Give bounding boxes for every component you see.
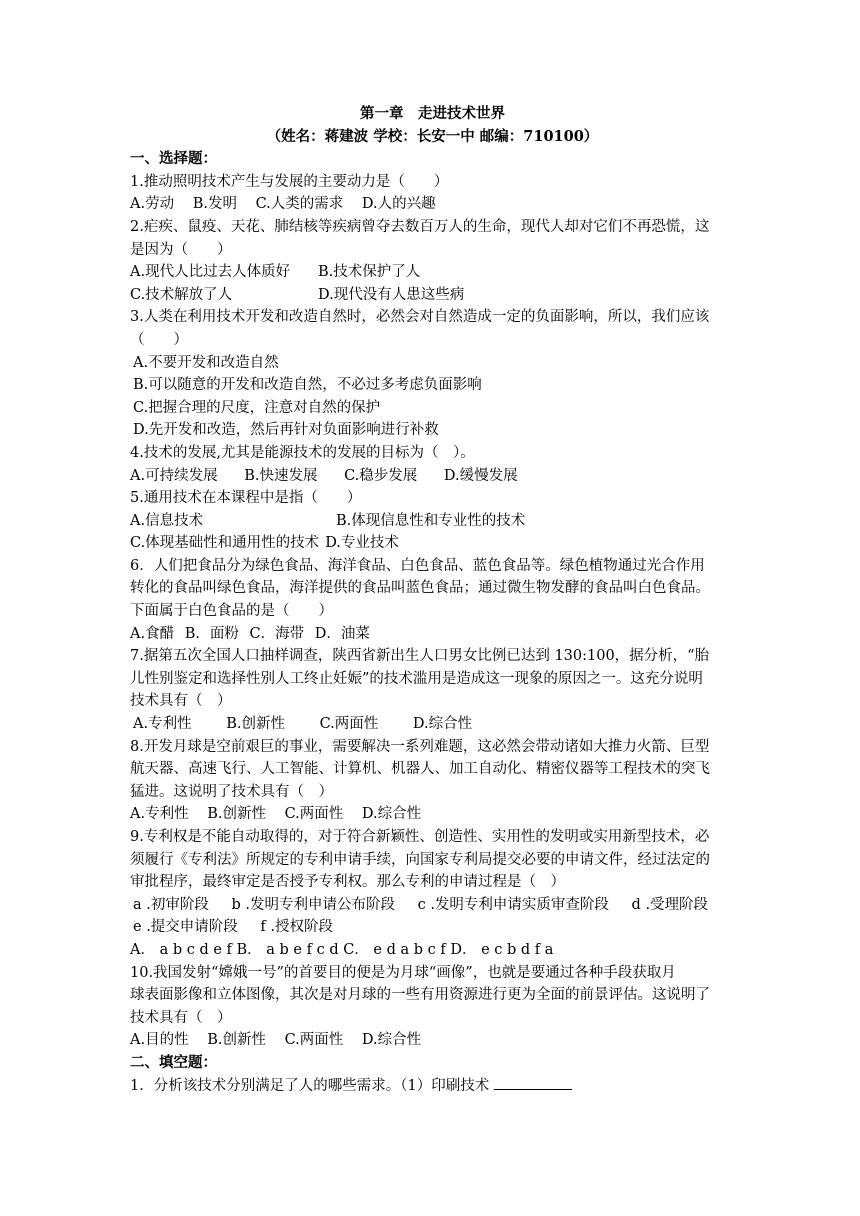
- question-7-stem-line-2: 儿性别鉴定和选择性别人工终止妊娠”的技术滥用是造成这一现象的原因之一。这充分说明: [130, 670, 703, 687]
- q7-option-c: C.两面性: [319, 716, 379, 733]
- question-6-stem-line-3: 下面属于白色食品的是（ ）: [130, 603, 333, 620]
- q6-option-a: A.食醋: [130, 625, 175, 642]
- question-6-stem-line-1: 6．人们把食品分为绿色食品、海洋食品、白色食品、蓝色食品等。绿色植物通过光合作用: [130, 557, 705, 574]
- section-choice-heading: 一、选择题：: [130, 150, 217, 168]
- q9-step-a: a .初审阶段: [133, 896, 209, 913]
- question-9-stem-line-2: 须履行《专利法》所规定的专利申请手续，向国家专利局提交必要的申请文件，经过法定的: [130, 851, 710, 868]
- q4-option-a: A.可持续发展: [130, 467, 218, 484]
- question-7-stem-line-1: 7.据第五次全国人口抽样调查，陕西省新出生人口男女比例已达到 130:100，据分析，“胎: [130, 648, 710, 665]
- document-page: [130, 103, 735, 1097]
- question-1-stem: 1.推动照明技术产生与发展的主要动力是（ ）: [130, 173, 449, 190]
- q9-step-d: d .受理阶段: [631, 896, 709, 913]
- question-9-options: A． a b c d e f B． a b e f c d C． e d a b c f D． e c b d f a: [130, 941, 554, 958]
- question-1-options: [130, 193, 735, 216]
- question-6-options: [130, 623, 735, 646]
- question-3-stem-line-1: 3.人类在利用技术开发和改造自然时，必然会对自然造成一定的负面影响，所以，我们应该: [130, 309, 710, 326]
- q8-option-b: B.创新性: [207, 806, 266, 823]
- question-9-steps-row-2: [130, 916, 735, 939]
- q5-option-c: C.体现基础性和通用性的技术: [130, 535, 320, 552]
- question-7-stem-line-3: 技术具有（ ）: [130, 693, 232, 710]
- question-8-stem-line-1: 8.开发月球是空前艰巨的事业，需要解决一系列难题，这必然会带动诸如大推力火箭、巨型: [130, 738, 710, 755]
- q2-option-d: D.现代没有人患这些病: [318, 286, 465, 303]
- question-9-stem-line-3: 审批程序，最终审定是否授予专利权。那么专利的申请过程是（ ）: [130, 874, 565, 891]
- section-fill-heading: 二、填空题：: [130, 1053, 217, 1071]
- author-line: （姓名：蒋建波 学校：长安一中 邮编：710100）: [266, 127, 599, 145]
- fill-question-1-text: 1．分析该技术分别满足了人的哪些需求。（1）印刷技术: [130, 1077, 490, 1094]
- question-5-options-row-2: [130, 532, 735, 555]
- question-10-options: [130, 1029, 735, 1052]
- question-4-stem: 4.技术的发展,尤其是能源技术的发展的目标为（ ）。: [130, 444, 475, 461]
- q10-option-d: D.综合性: [361, 1032, 422, 1049]
- q4-option-c: C.稳步发展: [344, 467, 418, 484]
- question-8-stem-line-2: 航天器、高速飞行、人工智能、计算机、机器人、加工自动化、精密仪器等工程技术的突飞: [130, 761, 710, 778]
- q7-option-a: A.专利性: [133, 716, 192, 733]
- q3-option-a: A.不要开发和改造自然: [133, 354, 279, 371]
- question-2-options-row-1: [130, 261, 735, 284]
- question-5-options-row-1: [130, 510, 735, 533]
- q7-option-d: D.综合性: [412, 716, 473, 733]
- q3-option-d: D.先开发和改造，然后再针对负面影响进行补救: [133, 422, 439, 439]
- q9-step-b: b .发明专利申请公布阶段: [231, 896, 395, 913]
- question-10-stem-line-2: 球表面影像和立体图像，其次是对月球的一些有用资源进行更为全面的前景评估。这说明了: [130, 987, 710, 1004]
- q2-option-b: B.技术保护了人: [318, 264, 421, 281]
- q2-option-a: A.现代人比过去人体质好: [130, 264, 291, 281]
- question-5-stem: 5.通用技术在本课程中是指（ ）: [130, 490, 362, 507]
- q4-option-b: B.快速发展: [244, 467, 318, 484]
- question-9-steps-row-1: [130, 894, 735, 917]
- q5-option-b: B.体现信息性和专业性的技术: [336, 512, 526, 529]
- q9-step-e: e .提交申请阶段: [133, 919, 238, 936]
- q10-option-b: B.创新性: [207, 1032, 266, 1049]
- q2-option-c: C.技术解放了人: [130, 286, 233, 303]
- q8-option-a: A.专利性: [130, 806, 189, 823]
- question-2-options-row-2: [130, 284, 735, 307]
- q5-option-d: D.专业技术: [325, 535, 399, 552]
- question-7-options: [130, 713, 735, 736]
- question-3-stem-line-2: （ ）: [130, 331, 188, 348]
- question-9-stem-line-1: 9.专利权是不能自动取得的，对于符合新颖性、创造性、实用性的发明或实用新型技术，必: [130, 829, 710, 845]
- q1-option-a: A.劳动: [130, 196, 175, 213]
- q5-option-a: A.信息技术: [130, 512, 204, 529]
- q3-option-b: B.可以随意的开发和改造自然，不必过多考虑负面影响: [133, 377, 482, 394]
- q6-option-b: B．面粉: [184, 625, 239, 642]
- q9-step-f: f .授权阶段: [260, 919, 334, 936]
- q1-option-d: D.人的兴趣: [361, 196, 436, 213]
- q6-option-d: D．油菜: [314, 625, 370, 642]
- q3-option-c: C.把握合理的尺度，注意对自然的保护: [133, 399, 381, 416]
- q8-option-d: D.综合性: [361, 806, 422, 823]
- question-2-stem-line-1: 2.疟疾、鼠疫、天花、肺结核等疾病曾夺去数百万人的生命，现代人却对它们不再恐慌，这: [130, 218, 710, 235]
- q7-option-b: B.创新性: [226, 716, 285, 733]
- fill-blank[interactable]: [494, 1075, 572, 1090]
- question-10-stem-line-1: 10.我国发射“嫦娥一号”的首要目的便是为月球“画像”，也就是要通过各种手段获取月: [130, 964, 676, 981]
- q4-option-d: D.缓慢发展: [443, 467, 518, 484]
- q1-option-b: B.发明: [192, 196, 237, 213]
- question-8-stem-line-3: 猛进。这说明了技术具有（ ）: [130, 783, 333, 800]
- question-6-stem-line-2: 转化的食品叫绿色食品，海洋提供的食品叫蓝色食品；通过微生物发酵的食品叫白色食品。: [130, 580, 710, 597]
- q10-option-c: C.两面性: [284, 1032, 344, 1049]
- question-2-stem-line-2: 是因为（ ）: [130, 241, 232, 258]
- question-4-options: [130, 465, 735, 488]
- q6-option-c: C．海带: [249, 625, 305, 642]
- q1-option-c: C.人类的需求: [255, 196, 344, 213]
- q9-step-c: c .发明专利申请实质审查阶段: [417, 896, 609, 913]
- question-10-stem-line-3: 技术具有（ ）: [130, 1009, 232, 1026]
- q8-option-c: C.两面性: [284, 806, 344, 823]
- question-8-options: [130, 803, 735, 826]
- q10-option-a: A.目的性: [130, 1032, 189, 1049]
- chapter-title: 第一章 走进技术世界: [360, 105, 505, 122]
- fill-question-1: [130, 1075, 735, 1098]
